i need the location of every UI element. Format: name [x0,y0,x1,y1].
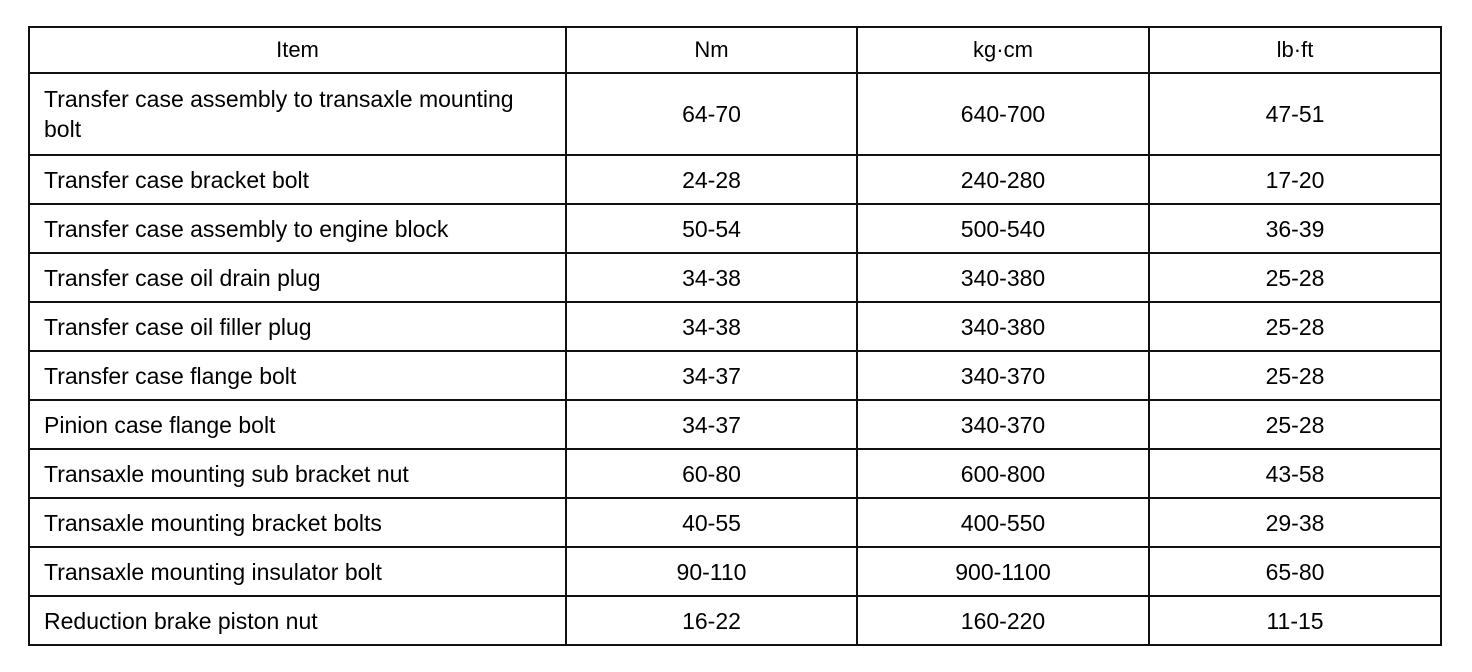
header-lbft: lb·ft [1149,27,1441,73]
cell-item: Transfer case oil drain plug [29,253,566,302]
cell-kgcm: 400-550 [857,498,1149,547]
table-row [29,449,1441,498]
cell-kgcm: 340-380 [857,253,1149,302]
table-row [29,253,1441,302]
cell-item: Transfer case assembly to engine block [29,204,566,253]
cell-nm: 64-70 [566,73,857,155]
cell-nm: 60-80 [566,449,857,498]
cell-lbft: 11-15 [1149,596,1441,645]
cell-lbft: 65-80 [1149,547,1441,596]
table-row [29,547,1441,596]
table-row [29,155,1441,204]
cell-lbft: 43-58 [1149,449,1441,498]
cell-item: Transaxle mounting sub bracket nut [29,449,566,498]
cell-nm: 50-54 [566,204,857,253]
header-nm: Nm [566,27,857,73]
cell-item: Pinion case flange bolt [29,400,566,449]
cell-kgcm: 900-1100 [857,547,1149,596]
cell-nm: 24-28 [566,155,857,204]
cell-item: Transfer case oil filler plug [29,302,566,351]
cell-lbft: 25-28 [1149,302,1441,351]
torque-spec-table [28,26,1442,646]
cell-item: Transaxle mounting bracket bolts [29,498,566,547]
cell-kgcm: 340-370 [857,351,1149,400]
cell-nm: 16-22 [566,596,857,645]
torque-spec-sheet [28,26,1440,646]
header-row [29,27,1441,73]
cell-kgcm: 600-800 [857,449,1149,498]
cell-item: Transfer case flange bolt [29,351,566,400]
table-row [29,204,1441,253]
cell-nm: 40-55 [566,498,857,547]
cell-kgcm: 240-280 [857,155,1149,204]
cell-nm: 34-38 [566,253,857,302]
table-row [29,400,1441,449]
header-kgcm: kg·cm [857,27,1149,73]
table-row [29,498,1441,547]
cell-lbft: 25-28 [1149,351,1441,400]
table-row [29,351,1441,400]
cell-lbft: 36-39 [1149,204,1441,253]
table-row [29,73,1441,155]
cell-lbft: 47-51 [1149,73,1441,155]
cell-kgcm: 640-700 [857,73,1149,155]
cell-item: Reduction brake piston nut [29,596,566,645]
cell-kgcm: 500-540 [857,204,1149,253]
cell-kgcm: 160-220 [857,596,1149,645]
cell-item: Transfer case bracket bolt [29,155,566,204]
table-row [29,596,1441,645]
cell-kgcm: 340-380 [857,302,1149,351]
cell-item: Transaxle mounting insulator bolt [29,547,566,596]
cell-item: Transfer case assembly to transaxle mounting bolt [29,73,566,155]
cell-kgcm: 340-370 [857,400,1149,449]
cell-nm: 34-38 [566,302,857,351]
cell-lbft: 17-20 [1149,155,1441,204]
cell-nm: 90-110 [566,547,857,596]
cell-nm: 34-37 [566,400,857,449]
cell-lbft: 25-28 [1149,253,1441,302]
table-row [29,302,1441,351]
cell-lbft: 25-28 [1149,400,1441,449]
cell-lbft: 29-38 [1149,498,1441,547]
header-item: Item [29,27,566,73]
cell-nm: 34-37 [566,351,857,400]
